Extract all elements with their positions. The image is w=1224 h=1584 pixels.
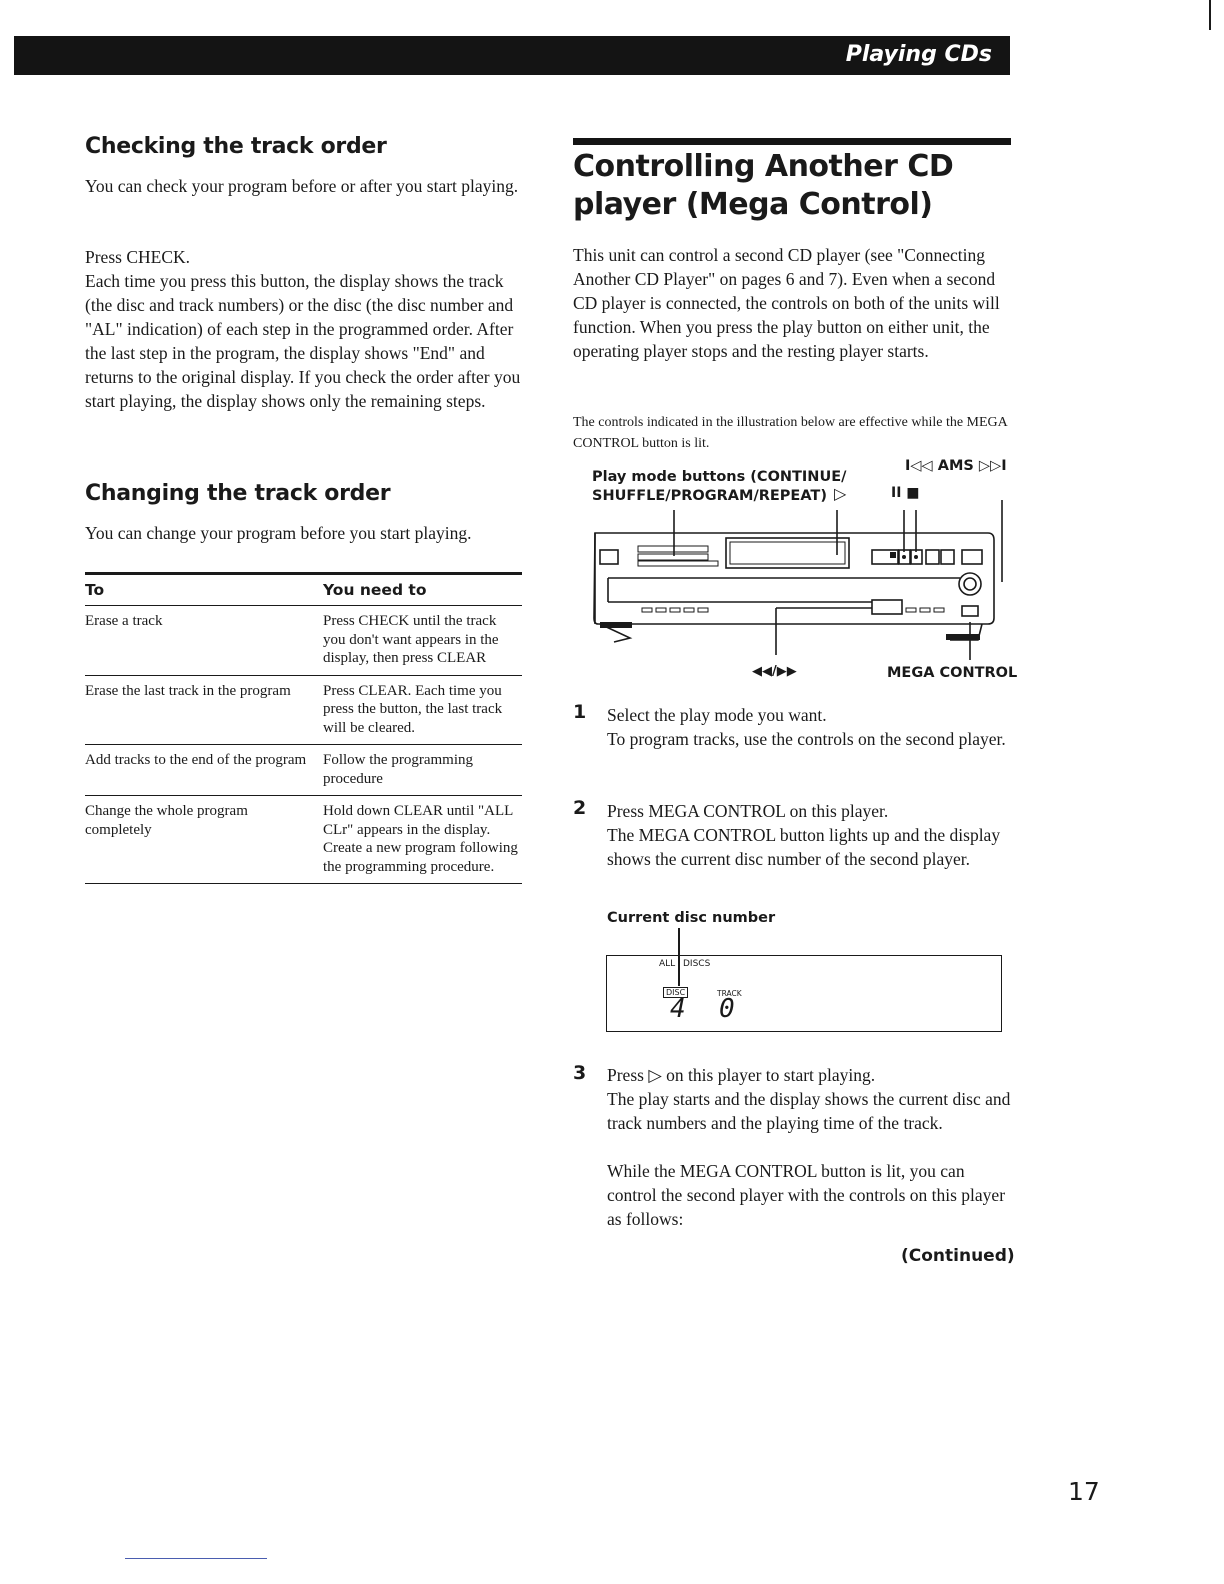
change-order-table [85,572,522,884]
step-3-note: While the MEGA CONTROL button is lit, you can control the second player with the controls on this player as follows: [607,1161,1006,1229]
step-3-number: 3 [573,1062,587,1084]
check-heading: Checking the track order [85,134,387,159]
scan-bottom-mark [125,1558,267,1559]
table-cell: Erase the last track in the program [85,675,323,745]
step-3-title: Press ▷ on this player to start playing. [607,1065,876,1085]
pause-stop-symbol: II ■ [891,485,920,501]
display-track-value: 0 [719,994,735,1024]
table-row [85,796,522,884]
check-instruction: Press CHECK. [85,247,191,267]
table-header-row [85,574,522,606]
header-bar [14,36,1010,75]
display-disc-label: DISC [663,987,688,998]
table-row [85,606,522,676]
mega-control-label: MEGA CONTROL [887,665,1018,681]
step-3-detail: The play starts and the display shows the current disc and track numbers and the playing time of the track. [607,1089,1011,1133]
continued-label: (Continued) [901,1246,1015,1266]
table-cell: Erase a track [85,606,323,676]
display-discs-label: DISCS [683,959,711,969]
change-heading: Changing the track order [85,481,391,506]
table-header-to: To [85,574,323,606]
section-title: Playing CDs [845,42,992,67]
table-cell: Press CLEAR. Each time you press the button, the last track will be cleared. [323,675,522,745]
table-row [85,745,522,796]
mega-note: The controls indicated in the illustration below are effective while the MEGA CONTROL button is lit. [573,415,1007,451]
table-cell: Add tracks to the end of the program [85,745,323,796]
section-rule [573,138,1011,145]
step-1-detail: To program tracks, use the controls on the second player. [607,729,1006,749]
step-1-number: 1 [573,701,587,723]
table-row [85,675,522,745]
display-all-label: ALL [659,959,676,969]
table-cell: Follow the programming procedure [323,745,522,796]
step-2-title: Press MEGA CONTROL on this player. [607,801,889,821]
check-intro: You can check your program before or after you start playing. [85,176,519,196]
table-header-need: You need to [323,574,522,606]
ams-label: I◁◁ AMS ▷▷I [905,458,1007,474]
check-body: Each time you press this button, the display shows the track (the disc and track numbers) or the disc (the disc number and "AL" indication) of each step in the programmed order. After the last step in the program, the display shows "End" and returns to the original display. If you check the order after you start playing, the display shows only the remaining steps. [85,271,521,411]
mega-intro: This unit can control a second CD player (see "Connecting Another CD Player" on pages 6 and 7). Even when a second CD player is connected, the controls on both of the units will function. When you press the play button on either unit, the operating player stops and the resting player starts. [573,245,1000,361]
table-cell: Press CHECK until the track you don't want appears in the display, then press CLEAR [323,606,522,676]
play-mode-label: Play mode buttons (CONTINUE/ SHUFFLE/PROGRAM/REPEAT) [592,469,847,504]
cd-player-illustration [590,500,1015,665]
table-cell: Change the whole program completely [85,796,323,884]
step-1-title: Select the play mode you want. [607,705,827,725]
mega-control-title: Controlling Another CD player (Mega Control) [573,149,954,222]
step-2-number: 2 [573,797,587,819]
scan-edge-mark [1209,0,1211,30]
table-cell: Hold down CLEAR until "ALL CLr" appears in the display. Create a new program following the programming procedure. [323,796,522,884]
change-intro: You can change your program before you start playing. [85,523,472,543]
step-2-detail: The MEGA CONTROL button lights up and the display shows the current disc number of the second player. [607,825,1001,869]
search-label: ◀◀/▶▶ [752,664,797,679]
display-panel [606,955,1002,1032]
display-disc-value: 4 [670,994,686,1024]
display-track-label: TRACK [717,989,742,998]
play-symbol: ▷ [834,484,847,503]
current-disc-caption: Current disc number [607,910,776,926]
page-number: 17 [1068,1477,1100,1506]
